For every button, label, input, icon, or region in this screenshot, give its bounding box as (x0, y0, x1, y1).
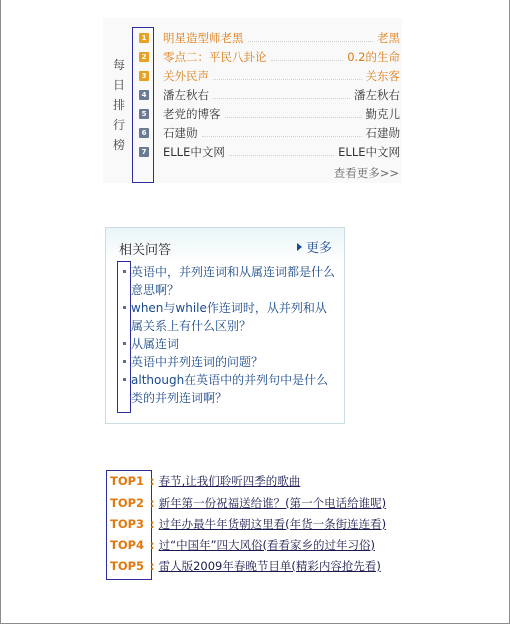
top-link[interactable]: 过年办最牛年货朝这里看(年货一条街连连看) (158, 517, 387, 531)
ranking-author[interactable]: 潘左秋右 (354, 87, 400, 102)
dotted-leader (271, 52, 344, 61)
top-rank-label: TOP2 (110, 496, 145, 510)
qa-question-text[interactable]: 英语中并列连词的问题？ (131, 355, 264, 369)
qa-question-text[interactable]: 从属连词 (131, 337, 180, 351)
ranking-author[interactable]: 石建勋 (365, 125, 400, 140)
qa-title: 相关问答 (119, 243, 172, 258)
bullet-icon (123, 360, 126, 363)
rank-number-badge: 2 (139, 52, 149, 62)
ranking-author[interactable]: 关东客 (365, 68, 400, 83)
dotted-leader (229, 147, 334, 156)
top-link[interactable]: 新年第一份祝福送给谁？(第一个电话给谁呢) (158, 496, 387, 510)
bullet-icon (123, 270, 126, 273)
ranking-blog-name[interactable]: 潘左秋右 (163, 87, 209, 102)
arrow-right-icon (297, 243, 302, 251)
ranking-item[interactable] (139, 47, 402, 66)
ranking-author[interactable]: 0.2的生命 (347, 49, 400, 64)
top-rank-label: TOP3 (110, 517, 145, 531)
ranking-blog-name[interactable]: ELLE中文网 (163, 144, 225, 159)
rank-number-badge: 6 (139, 128, 149, 138)
ranking-blog-name[interactable]: 关外民声 (163, 68, 209, 83)
daily-ranking-panel (103, 18, 402, 183)
bullet-icon (123, 378, 126, 381)
rank-number-badge: 7 (139, 147, 149, 157)
rank-number-badge: 1 (139, 33, 149, 43)
top-colon: : (150, 559, 155, 573)
ranking-item[interactable] (139, 28, 402, 47)
qa-question-link[interactable] (122, 353, 337, 371)
top-list-panel (106, 470, 418, 580)
ranking-blog-name[interactable]: 老党的博客 (163, 106, 221, 121)
bullet-icon (123, 342, 126, 345)
ranking-author[interactable]: 勤克儿 (365, 106, 400, 121)
ranking-author[interactable]: 老黑 (377, 30, 400, 45)
qa-question-link[interactable] (122, 263, 337, 299)
rank-number-badge: 5 (139, 109, 149, 119)
qa-question-link[interactable] (122, 335, 337, 353)
rank-number-badge: 4 (139, 90, 149, 100)
top-colon: : (150, 496, 155, 510)
top-rank-label: TOP4 (110, 538, 145, 552)
related-qa-panel (105, 227, 345, 424)
qa-question-text[interactable]: although在英语中的并列句中是什么类的并列连词啊？ (131, 373, 329, 405)
dotted-leader (202, 128, 362, 137)
ranking-blog-name[interactable]: 零点二：平民八卦论 (163, 49, 267, 64)
top-list-item[interactable] (110, 514, 386, 534)
ranking-author[interactable]: ELLE中文网 (338, 144, 400, 159)
ranking-item[interactable] (139, 66, 402, 85)
dotted-leader (225, 109, 362, 118)
top-list-item[interactable] (110, 556, 381, 576)
ranking-list (139, 28, 402, 161)
top-list-item[interactable] (110, 493, 386, 513)
dotted-leader (213, 71, 362, 80)
top-colon: : (150, 517, 155, 531)
rank-number-badge: 3 (139, 71, 149, 81)
ranking-item[interactable] (139, 85, 402, 104)
ranking-more-link[interactable]: 查看更多>> (333, 166, 399, 180)
qa-question-link[interactable] (122, 371, 337, 407)
ranking-blog-name[interactable]: 明星造型师老黑 (163, 30, 244, 45)
top-link[interactable]: 过“中国年”四大风俗(看看家乡的过年习俗) (158, 538, 375, 552)
qa-question-text[interactable]: when与while作连词时，从并列和从属关系上有什么区别？ (131, 301, 327, 333)
qa-more-link[interactable] (297, 237, 332, 256)
qa-more-label: 更多 (306, 241, 333, 256)
top-list-item[interactable] (110, 471, 300, 491)
dotted-leader (248, 33, 374, 42)
top-list-item[interactable] (110, 535, 375, 555)
top-rank-label: TOP5 (110, 559, 145, 573)
bullet-icon (123, 306, 126, 309)
qa-header (106, 228, 344, 263)
top-link[interactable]: 雷人版2009年春晚节目单(精彩内容抢先看) (158, 559, 381, 573)
qa-question-text[interactable]: 英语中，并列连词和从属连词都是什么意思啊？ (131, 265, 336, 297)
top-colon: : (150, 474, 155, 488)
ranking-blog-name[interactable]: 石建勋 (163, 125, 198, 140)
top-rank-label: TOP1 (110, 474, 145, 488)
qa-question-link[interactable] (122, 299, 337, 335)
ranking-item[interactable] (139, 123, 402, 142)
ranking-item[interactable] (139, 142, 402, 161)
qa-list (122, 263, 337, 407)
ranking-item[interactable] (139, 104, 402, 123)
dotted-leader (213, 90, 350, 99)
ranking-title: 每日排行榜 (112, 58, 125, 152)
top-colon: : (150, 538, 155, 552)
top-link[interactable]: 春节,让我们聆听四季的歌曲 (158, 474, 301, 488)
